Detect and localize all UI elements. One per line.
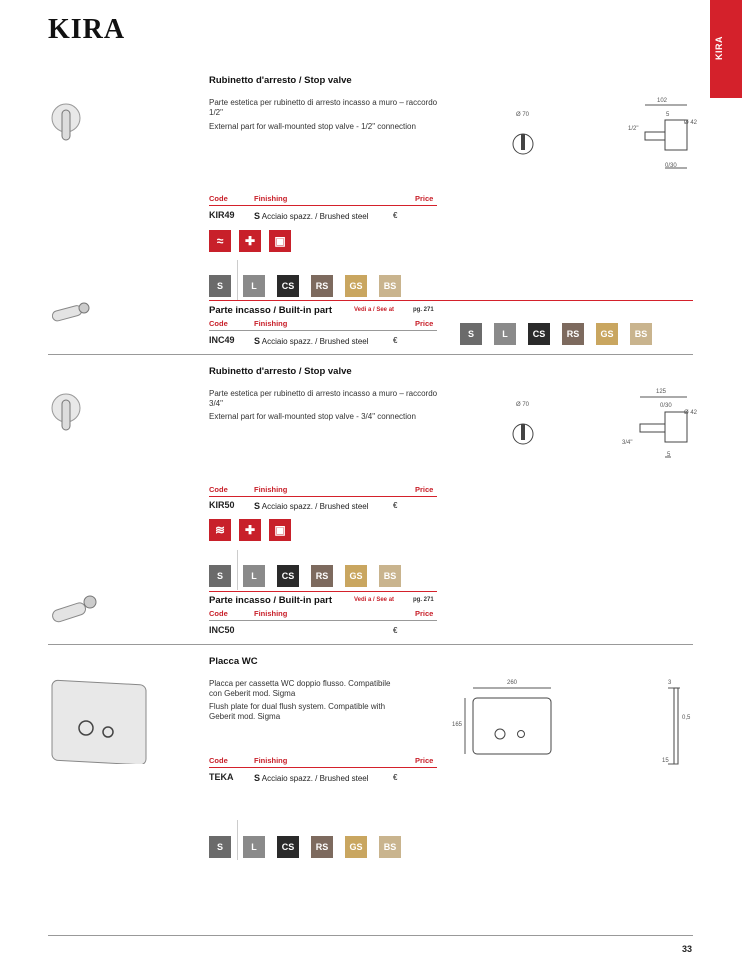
finish-swatches-1 <box>209 275 413 297</box>
code-header: Code <box>209 194 228 203</box>
finish-swatches-2 <box>460 323 664 345</box>
finish-desc: S Acciaio spazz. / Brushed steel <box>254 501 369 511</box>
swatch[interactable]: RS <box>311 836 333 858</box>
brand-logo: KIRA <box>48 14 126 45</box>
dim-2: 0/30 <box>660 403 672 409</box>
divider <box>209 496 437 497</box>
finishing-header: Finishing <box>254 609 288 618</box>
swatch[interactable]: GS <box>345 565 367 587</box>
front-view-drawing <box>455 678 565 758</box>
section2-desc-it: Parte estetica per rubinetto di arresto incasso a muro – raccordo 3/4" <box>209 389 438 408</box>
finish-swatches-4 <box>209 836 413 858</box>
swatch[interactable]: CS <box>277 565 299 587</box>
divider <box>209 330 437 331</box>
section-tab[interactable] <box>710 0 742 98</box>
swatch[interactable]: BS <box>630 323 652 345</box>
feature-icons <box>209 230 291 252</box>
swatch[interactable]: CS <box>528 323 550 345</box>
section3-desc-en: Flush plate for dual flush system. Compatible with Geberit mod. Sigma <box>209 702 386 721</box>
divider <box>209 620 437 621</box>
section1-desc-en: External part for wall-mounted stop valve - 1/2" connection <box>209 122 416 131</box>
page-number: 33 <box>681 944 692 954</box>
price-value: € <box>393 773 398 782</box>
swatch[interactable]: L <box>494 323 516 345</box>
divider <box>209 300 693 301</box>
side-view-drawing <box>660 680 690 770</box>
price-header: Price <box>415 756 434 765</box>
swatch[interactable]: BS <box>379 565 401 587</box>
code-header: Code <box>209 756 228 765</box>
built-in-part-image <box>48 298 92 330</box>
finishing-header: Finishing <box>254 485 288 494</box>
swiss-cross-icon: ✚ <box>239 230 261 252</box>
swatch[interactable]: RS <box>311 275 333 297</box>
dim-1: 125 <box>656 389 667 395</box>
side-view-drawing <box>625 100 700 175</box>
dim-diam: Ø 70 <box>516 112 530 118</box>
code-header: Code <box>209 609 228 618</box>
price-value: € <box>393 336 398 345</box>
product-code: KIR49 <box>209 210 235 220</box>
built-in-part-image <box>48 592 100 628</box>
dim-5: 0/30 <box>665 163 677 169</box>
swatch[interactable]: GS <box>345 275 367 297</box>
swatch[interactable]: BS <box>379 275 401 297</box>
dim-t2: 0,5 <box>682 715 691 721</box>
dim-3: 3/4" <box>622 440 633 446</box>
swatch[interactable]: S <box>209 275 231 297</box>
dim-5: 5 <box>667 452 671 458</box>
swiss-cross-icon: ✚ <box>239 519 261 541</box>
swatch[interactable]: L <box>243 565 265 587</box>
price-value: € <box>393 626 398 635</box>
finishing-header: Finishing <box>254 319 288 328</box>
price-value: € <box>393 501 398 510</box>
dim-height: 165 <box>452 722 463 728</box>
divider <box>209 767 437 768</box>
finish-desc: S Acciaio spazz. / Brushed steel <box>254 211 369 221</box>
swatch[interactable]: L <box>243 275 265 297</box>
swatch[interactable]: GS <box>345 836 367 858</box>
stop-valve-product-image <box>50 388 86 434</box>
vedi-link[interactable]: Vedi a / See at <box>354 307 395 313</box>
section1-desc-it: Parte estetica per rubinetto di arresto incasso a muro – raccordo 1/2" <box>209 98 438 117</box>
section3-desc-it: Placca per cassetta WC doppio flusso. Compatibile con Geberit mod. Sigma <box>209 679 391 698</box>
page-ref[interactable]: pg. 271 <box>413 597 434 603</box>
page-ref[interactable]: pg. 271 <box>413 307 434 313</box>
price-header: Price <box>415 609 434 618</box>
section3-title: Placca WC <box>209 656 258 667</box>
divider <box>209 591 437 592</box>
section-divider <box>48 354 693 355</box>
dim-t3: 15 <box>662 758 669 764</box>
swatch[interactable]: CS <box>277 836 299 858</box>
section-divider <box>48 644 693 645</box>
swatch[interactable]: GS <box>596 323 618 345</box>
product-code: INC49 <box>209 335 235 345</box>
swatch[interactable]: RS <box>311 565 333 587</box>
finishing-header: Finishing <box>254 194 288 203</box>
dim-4: Ø 42 <box>684 410 698 416</box>
water-icon: ≋ <box>209 519 231 541</box>
swatch[interactable]: RS <box>562 323 584 345</box>
builtin1-title: Parte incasso / Built-in part <box>209 305 332 316</box>
stop-valve-product-image <box>50 98 86 144</box>
product-code: TEKA <box>209 772 234 782</box>
water-icon: ≈ <box>209 230 231 252</box>
dim-1: 102 <box>657 98 668 104</box>
finishing-header: Finishing <box>254 756 288 765</box>
swatch[interactable]: CS <box>277 275 299 297</box>
box-icon: ▣ <box>269 519 291 541</box>
product-code: INC50 <box>209 625 235 635</box>
section-tab-label: KIRA <box>714 36 724 60</box>
divider <box>209 205 437 206</box>
dim-2: 5 <box>666 112 670 118</box>
swatch[interactable]: S <box>460 323 482 345</box>
price-header: Price <box>415 194 434 203</box>
section2-title: Rubinetto d'arresto / Stop valve <box>209 366 352 377</box>
code-header: Code <box>209 485 228 494</box>
code-header: Code <box>209 319 228 328</box>
vedi-link[interactable]: Vedi a / See at <box>354 597 395 603</box>
swatch[interactable]: L <box>243 836 265 858</box>
section2-desc-en: External part for wall-mounted stop valve - 3/4" connection <box>209 412 416 421</box>
price-value: € <box>393 211 398 220</box>
builtin2-title: Parte incasso / Built-in part <box>209 595 332 606</box>
box-icon: ▣ <box>269 230 291 252</box>
dim-diam: Ø 70 <box>516 402 530 408</box>
swatch[interactable]: BS <box>379 836 401 858</box>
dim-3: 1/2" <box>628 126 639 132</box>
swatch[interactable]: S <box>209 836 231 858</box>
price-header: Price <box>415 485 434 494</box>
finish-desc: S Acciaio spazz. / Brushed steel <box>254 336 369 346</box>
dim-t1: 3 <box>668 680 672 686</box>
swatch[interactable]: S <box>209 565 231 587</box>
feature-icons <box>209 519 291 541</box>
product-code: KIR50 <box>209 500 235 510</box>
finish-desc: S Acciaio spazz. / Brushed steel <box>254 773 369 783</box>
dim-width: 260 <box>507 680 518 686</box>
finish-swatches-3 <box>209 565 413 587</box>
price-header: Price <box>415 319 434 328</box>
dim-4: Ø 42 <box>684 120 698 126</box>
footer-divider <box>48 935 693 936</box>
wc-plate-image <box>50 678 150 764</box>
section1-title: Rubinetto d'arresto / Stop valve <box>209 75 352 86</box>
